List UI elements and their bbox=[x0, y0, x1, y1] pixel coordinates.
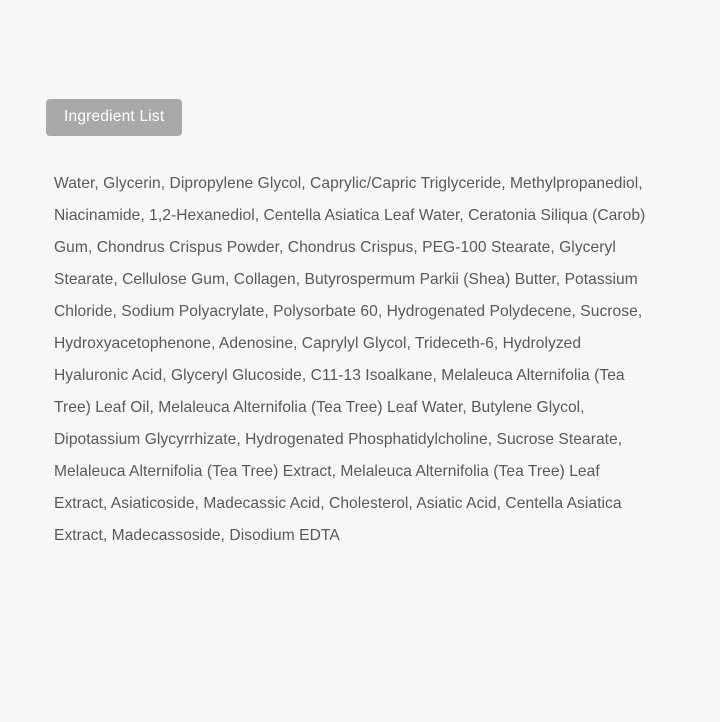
ingredient-list-badge: Ingredient List bbox=[46, 99, 182, 136]
section-header bbox=[46, 99, 182, 136]
ingredient-list-text: Water, Glycerin, Dipropylene Glycol, Caprylic/Capric Triglyceride, Methylpropanediol, Niacinamide, 1,2-Hexanediol, Centella Asiatica Leaf Water, Ceratonia Siliqua (Carob) Gum, Chondrus Crispus Powder, Chondrus Crispus, PEG-100 Stearate, Glyceryl Stearate, Cellulose Gum, Collagen, Butyrospermum Parkii (Shea) Butter, Potassium Chloride, Sodium Polyacrylate, Polysorbate 60, Hydrogenated Polydecene, Sucrose, Hydroxyacetophenone, Adenosine, Caprylyl Glycol, Trideceth-6, Hydrolyzed Hyaluronic Acid, Glyceryl Glucoside, C11-13 Isoalkane, Melaleuca Alternifolia (Tea Tree) Leaf Oil, Melaleuca Alternifolia (Tea Tree) Leaf Water, Butylene Glycol, Dipotassium Glycyrrhizate, Hydrogenated Phosphatidylcholine, Sucrose Stearate, Melaleuca Alternifolia (Tea Tree) Extract, Melaleuca Alternifolia (Tea Tree) Leaf Extract, Asiaticoside, Madecassic Acid, Cholesterol, Asiatic Acid, Centella Asiatica Extract, Madecassoside, Disodium EDTA bbox=[54, 175, 646, 544]
